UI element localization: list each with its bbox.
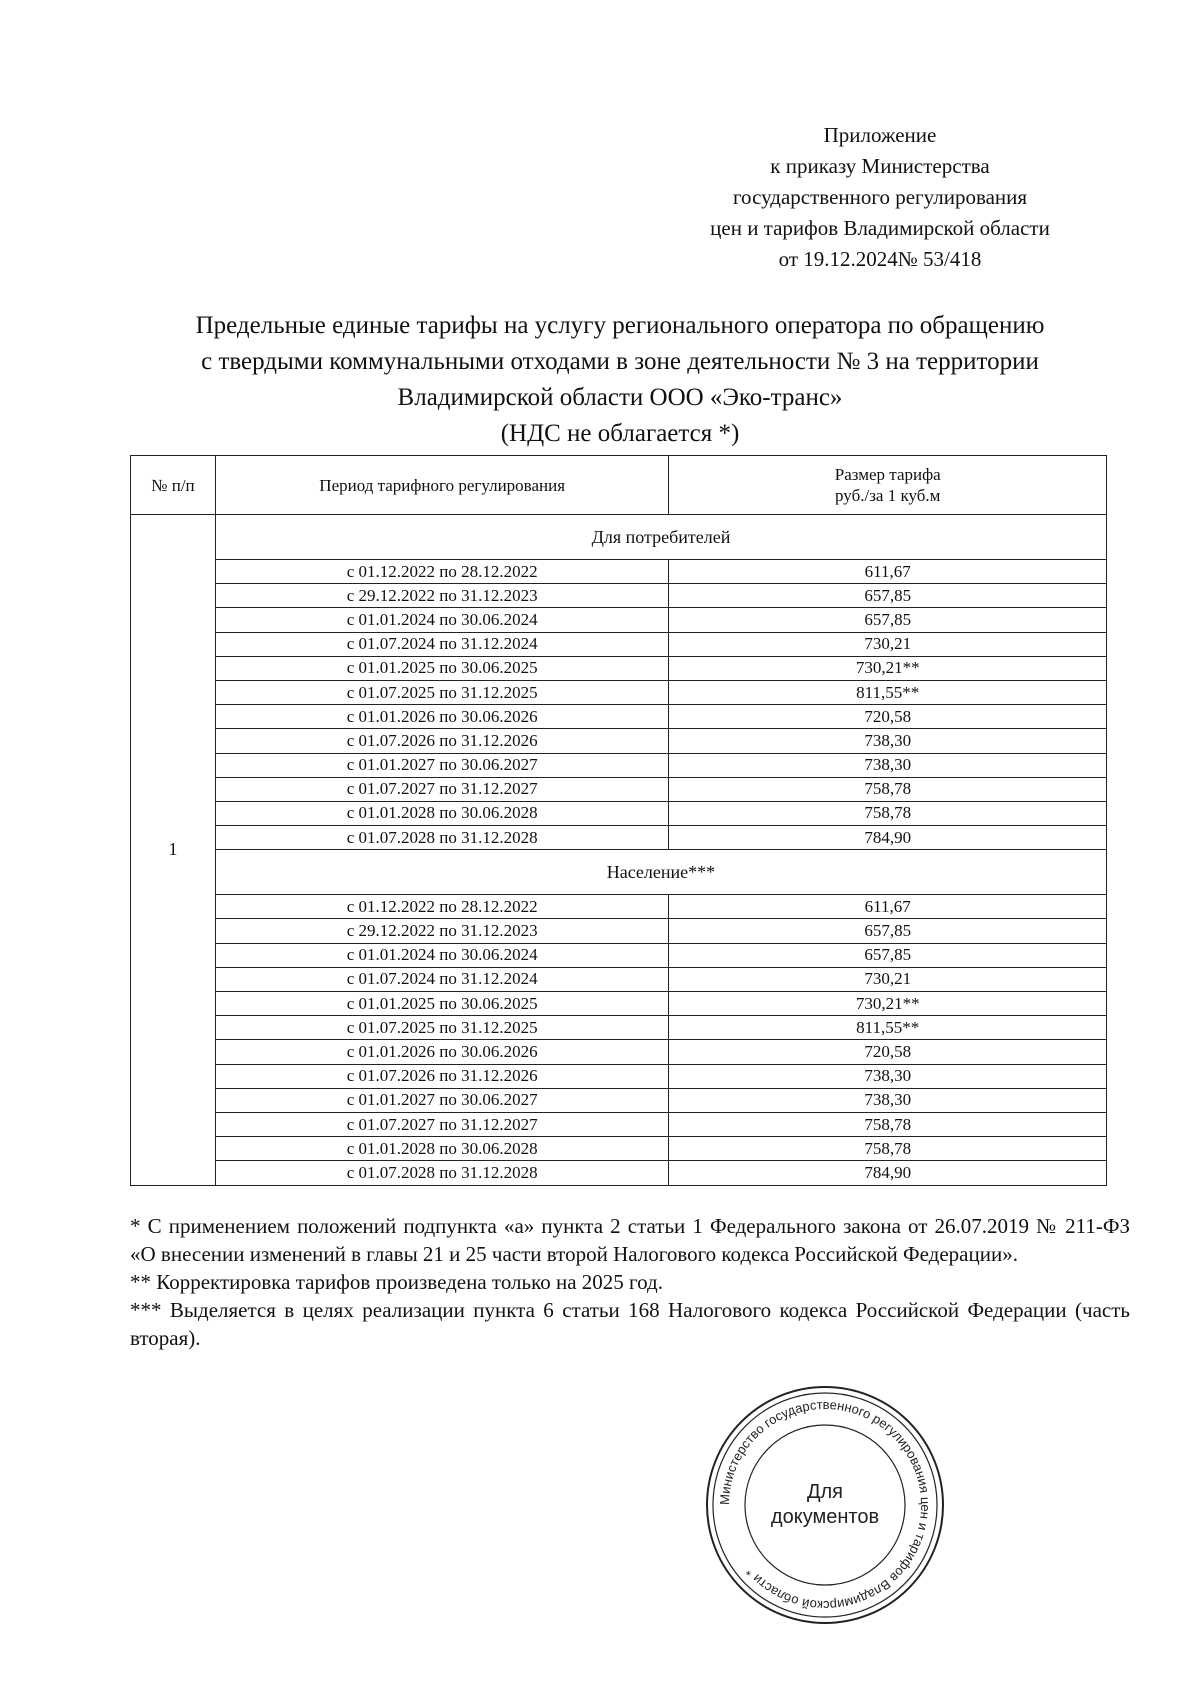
title-line-1: Предельные единые тарифы на услугу регионального оператора по обращению	[195, 312, 1045, 339]
tariff-value-cell: 730,21	[669, 967, 1107, 991]
appendix-header	[660, 120, 1100, 275]
tariff-value-cell: 811,55**	[669, 680, 1107, 704]
group-label: Для потребителей	[215, 515, 1106, 560]
period-cell: с 01.07.2025 по 31.12.2025	[215, 680, 669, 704]
period-cell: с 01.07.2025 по 31.12.2025	[215, 1016, 669, 1040]
footnote-3: *** Выделяется в целях реализации пункта 6 статьи 168 Налогового кодекса Российской Федерации (часть вторая).	[130, 1298, 1130, 1350]
tariff-value-cell: 657,85	[669, 943, 1107, 967]
tariff-value-cell: 720,58	[669, 1040, 1107, 1064]
table-row	[131, 584, 1107, 608]
period-cell: с 01.07.2027 по 31.12.2027	[215, 777, 669, 801]
table-row	[131, 705, 1107, 729]
title-line-2: с твердыми коммунальными отходами в зоне деятельности № 3 на территории	[201, 348, 1039, 375]
tariff-value-cell: 738,30	[669, 1088, 1107, 1112]
stamp-outer-ring	[707, 1387, 943, 1623]
table-row	[131, 1112, 1107, 1136]
group-row	[131, 515, 1107, 560]
tariff-value-cell: 657,85	[669, 584, 1107, 608]
appendix-line-5: от 19.12.2024№ 53/418	[778, 247, 982, 271]
footnote-2: ** Корректировка тарифов произведена только на 2025 год.	[130, 1270, 663, 1294]
tariff-value-cell: 657,85	[669, 919, 1107, 943]
period-cell: с 01.07.2024 по 31.12.2024	[215, 632, 669, 656]
table-row	[131, 656, 1107, 680]
period-cell: с 01.01.2025 по 30.06.2025	[215, 992, 669, 1016]
table-row	[131, 1040, 1107, 1064]
table-row	[131, 680, 1107, 704]
table-row	[131, 1161, 1107, 1185]
stamp-center-ring	[745, 1425, 905, 1585]
period-cell: с 01.01.2026 по 30.06.2026	[215, 705, 669, 729]
stamp-center-line-2: документов	[770, 1506, 880, 1528]
table-row	[131, 1088, 1107, 1112]
tariff-value-cell: 758,78	[669, 801, 1107, 825]
period-cell: с 01.12.2022 по 28.12.2022	[215, 895, 669, 919]
stamp-inner-ring	[713, 1393, 937, 1617]
stamp-ring-text: Министерство государственного регулирования цен и тарифов Владимирской области *	[716, 1396, 934, 1614]
period-cell: с 01.01.2026 по 30.06.2026	[215, 1040, 669, 1064]
table-row	[131, 753, 1107, 777]
period-cell: с 29.12.2022 по 31.12.2023	[215, 919, 669, 943]
period-cell: с 01.01.2028 по 30.06.2028	[215, 801, 669, 825]
group-label: Население***	[215, 850, 1106, 895]
header-size	[669, 456, 1107, 515]
tariff-value-cell: 811,55**	[669, 1016, 1107, 1040]
table-body	[131, 515, 1107, 1186]
row-number: 1	[131, 515, 216, 1186]
tariff-value-cell: 738,30	[669, 753, 1107, 777]
tariff-value-cell: 784,90	[669, 1161, 1107, 1185]
footnote-1: * С применением положений подпункта «а» пункта 2 статьи 1 Федерального закона от 26.07.2019 № 211-ФЗ «О внесении изменений в главы 21 и 25 части второй Налогового кодекса Российской Федерации».	[130, 1214, 1130, 1266]
table-row	[131, 608, 1107, 632]
tariff-value-cell: 730,21**	[669, 992, 1107, 1016]
appendix-line-3: государственного регулирования	[732, 185, 1028, 209]
official-stamp	[700, 1380, 950, 1630]
table-row	[131, 826, 1107, 850]
period-cell: с 01.07.2024 по 31.12.2024	[215, 967, 669, 991]
tariff-value-cell: 758,78	[669, 1112, 1107, 1136]
table-row	[131, 1016, 1107, 1040]
period-cell: с 01.07.2026 по 31.12.2026	[215, 729, 669, 753]
footnotes	[130, 1212, 1130, 1352]
period-cell: с 01.01.2025 по 30.06.2025	[215, 656, 669, 680]
period-cell: с 01.01.2024 по 30.06.2024	[215, 943, 669, 967]
period-cell: с 01.01.2028 по 30.06.2028	[215, 1137, 669, 1161]
period-cell: с 01.07.2026 по 31.12.2026	[215, 1064, 669, 1088]
header-num: № п/п	[131, 456, 216, 515]
table-row	[131, 560, 1107, 584]
stamp-center-line-1: Для	[806, 1481, 844, 1503]
table-row	[131, 729, 1107, 753]
title-line-4: (НДС не облагается *)	[500, 420, 740, 447]
document-title	[130, 308, 1110, 452]
period-cell: с 29.12.2022 по 31.12.2023	[215, 584, 669, 608]
table-row	[131, 992, 1107, 1016]
tariff-value-cell: 738,30	[669, 729, 1107, 753]
appendix-line-2: к приказу Министерства	[770, 154, 990, 178]
appendix-line-1: Приложение	[823, 123, 937, 147]
table-row	[131, 801, 1107, 825]
tariff-value-cell: 758,78	[669, 777, 1107, 801]
table-row	[131, 632, 1107, 656]
header-size-line-2: руб./за 1 куб.м	[835, 486, 941, 505]
appendix-line-4: цен и тарифов Владимирской области	[710, 216, 1050, 240]
tariff-value-cell: 720,58	[669, 705, 1107, 729]
tariff-value-cell: 730,21**	[669, 656, 1107, 680]
table-row	[131, 919, 1107, 943]
table-row	[131, 895, 1107, 919]
table-header-row	[131, 456, 1107, 515]
tariff-value-cell: 758,78	[669, 1137, 1107, 1161]
table-row	[131, 1064, 1107, 1088]
tariff-value-cell: 738,30	[669, 1064, 1107, 1088]
group-row	[131, 850, 1107, 895]
tariff-value-cell: 730,21	[669, 632, 1107, 656]
table-row	[131, 943, 1107, 967]
period-cell: с 01.12.2022 по 28.12.2022	[215, 560, 669, 584]
table-row	[131, 967, 1107, 991]
period-cell: с 01.01.2024 по 30.06.2024	[215, 608, 669, 632]
table-row	[131, 1137, 1107, 1161]
period-cell: с 01.01.2027 по 30.06.2027	[215, 753, 669, 777]
tariff-value-cell: 611,67	[669, 560, 1107, 584]
tariff-value-cell: 611,67	[669, 895, 1107, 919]
period-cell: с 01.07.2028 по 31.12.2028	[215, 826, 669, 850]
tariff-table	[130, 455, 1107, 1186]
header-period: Период тарифного регулирования	[215, 456, 669, 515]
table-row	[131, 777, 1107, 801]
period-cell: с 01.01.2027 по 30.06.2027	[215, 1088, 669, 1112]
tariff-value-cell: 657,85	[669, 608, 1107, 632]
title-line-3: Владимирской области ООО «Эко-транс»	[397, 384, 843, 411]
period-cell: с 01.07.2028 по 31.12.2028	[215, 1161, 669, 1185]
header-size-line-1: Размер тарифа	[834, 465, 941, 484]
tariff-value-cell: 784,90	[669, 826, 1107, 850]
period-cell: с 01.07.2027 по 31.12.2027	[215, 1112, 669, 1136]
